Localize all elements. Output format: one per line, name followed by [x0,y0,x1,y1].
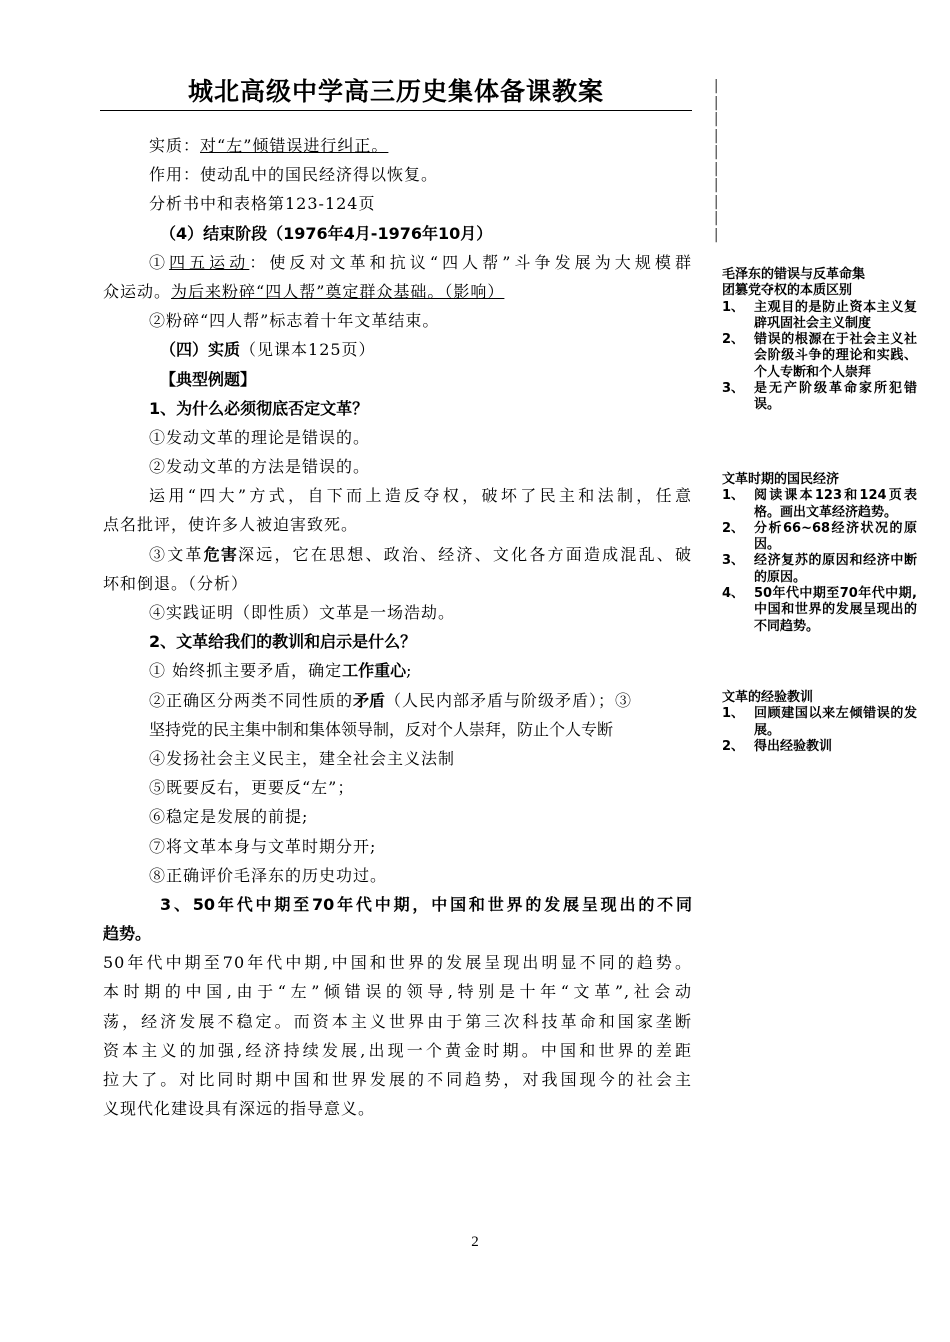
margin-divider: | | | | | | | | | | [712,78,721,243]
essence-heading: （四）实质 [160,340,241,360]
lesson-4: ④发扬社会主义民主，建全社会主义法制 [149,748,456,768]
item-number: 1、 [722,488,745,504]
lesson-2 [103,686,692,715]
lesson-1-end: ; [406,661,413,681]
list-item [722,739,917,755]
paragraph-line: 50年代中期至70年代中期,中国和世界的发展呈现出明显不同的趋势。 [103,953,692,973]
side-note-title: 文革的经验教训 [722,690,814,705]
answer-1-1: ①发动文革的理论是错误的。 [149,427,371,447]
title-rule [100,110,692,111]
question-3a: 3、50年代中期至70年代中期，中国和世界的发展呈现出的不同 [160,894,692,914]
item-number: 2、 [722,332,745,348]
item-marker: ① [149,252,170,272]
item-text: 是无产阶级革命家所犯错误。 [754,381,917,413]
heading-examples: 【典型例题】 [160,369,257,389]
heading-essence [103,335,692,364]
list-item [722,521,917,554]
april-fifth-text: ：使反对文革和抗议“四人帮”斗争发展为大规模群 [249,252,692,272]
item-text: 分析66~68经济状况的原因。 [754,520,917,553]
answer-1-3b: 点名批评，使许多人被迫害致死。 [103,515,359,535]
list-item [722,332,917,381]
lesson-2-keyword: 矛盾 [353,690,386,710]
lesson-2-end: （人民内部矛盾与阶级矛盾）；③ [385,690,633,710]
essence-text: 对“左”倾错误进行纠正。 [200,136,389,155]
side-note-economy [722,472,917,635]
line-smash-gang: ②粉碎“四人帮”标志着十年文革结束。 [149,311,440,331]
item-number: 3、 [722,381,745,397]
item-number: 1、 [722,706,745,722]
side-note-title: 团篡党夺权的本质区别 [722,283,853,299]
paragraph-line: 义现代化建设具有深远的指导意义。 [103,1099,376,1119]
side-note-essence [722,267,917,414]
answer-1-2: ②发动文革的方法是错误的。 [149,457,371,477]
answer-1-4a [103,540,692,569]
list-item [722,488,917,521]
answer-1-3a: 运用“四大”方式，自下而上造反夺权，破坏了民主和法制，任意 [149,486,692,506]
paragraph-line: 本时期的中国,由于“左”倾错误的领导,特别是十年“文革”,社会动 [103,982,692,1002]
lesson-1-text: ① 始终抓主要矛盾，确定 [149,661,343,681]
item-text: 主观目的是防止资本主义复辟巩固社会主义制度 [754,299,917,331]
lesson-1-keyword: 工作重心 [342,661,407,681]
lesson-6: ⑥稳定是发展的前提; [149,807,309,827]
item-number: 2、 [722,738,745,754]
line-april-fifth-2 [103,277,692,306]
side-note-title: 毛泽东的错误与反革命集 [722,267,866,282]
side-note-lessons [722,690,917,755]
item-text: 回顾建国以来左倾错误的发展。 [754,706,917,738]
line-april-fifth-1 [103,248,692,277]
question-1: 1、为什么必须彻底否定文革？ [149,398,369,418]
list-item [722,300,917,333]
lesson-7: ⑦将文革本身与文革时期分开; [149,836,377,856]
item-text: 经济复苏的原因和经济中断的原因。 [754,553,917,585]
item-number: 4、 [722,586,745,602]
harm-text: 深远，它在思想、政治、经济、文化各方面造成混乱、破 [238,544,692,564]
item-text: 50年代中期至70年代中期,中国和世界的发展呈现出的不同趋势。 [754,586,917,634]
list-item [722,706,917,739]
question-3b: 趋势。 [103,924,152,944]
item-text: 得出经验教训 [754,738,833,754]
paragraph-line: 资本主义的加强,经济持续发展,出现一个黄金时期。中国和世界的差距 [103,1040,692,1060]
paragraph-line: 拉大了。对比同时期中国和世界发展的不同趋势，对我国现今的社会主 [103,1070,692,1090]
lesson-5: ⑤既要反右，更要反“左”； [149,778,355,798]
lesson-1 [103,656,692,685]
answer-3-paragraph [103,948,692,1123]
line-essence [103,131,692,160]
answer-1-5: ④实践证明（即性质）文革是一场浩劫。 [149,603,456,622]
lesson-8: ⑧正确评价毛泽东的历史功过。 [149,865,388,885]
side-note-title: 文革时期的国民经济 [722,472,840,487]
list-item [722,381,917,414]
item-text: 错误的根源在于社会主义社会阶级斗争的理论和实践、个人专断和个人崇拜 [754,332,917,380]
influence-text: 为后来粉碎“四人帮”奠定群众基础。（影响） [171,281,505,301]
page-title: 城北高级中学高三历史集体备课教案 [187,77,604,106]
harm-keyword: 危害 [203,544,239,564]
april-fifth-movement: 四五运动 [169,252,250,272]
essence-ref: （见课本125页） [240,340,376,360]
page-number: 2 [471,1234,479,1250]
paragraph-line: 荡，经济发展不稳定。而资本主义世界由于第三次科技革命和国家垄断 [103,1011,692,1031]
answer-1-4b: 坏和倒退。（分析） [103,573,249,593]
essence-label: 实质： [149,136,201,155]
item-number: 1、 [722,299,745,315]
item-number: 3、 [722,553,745,569]
mass-movement-text: 众运动。 [103,281,172,301]
harm-prefix: ③文革 [149,544,204,564]
question-2: 2、文革给我们的教训和启示是什么？ [149,632,417,652]
main-content [103,131,692,1123]
line-analysis: 分析书中和表格第123-124页 [149,194,376,214]
line-effect: 作用：使动乱中的国民经济得以恢复。 [149,165,439,185]
heading-end-stage: （4）结束阶段（1976年4月-1976年10月） [160,223,493,243]
lesson-2-text: ②正确区分两类不同性质的 [149,690,354,710]
item-number: 2、 [722,520,745,536]
lesson-3: 坚持党的民主集中制和集体领导制，反对个人崇拜，防止个人专断 [149,719,614,739]
list-item [722,553,917,586]
list-item [722,586,917,635]
item-text: 阅读课本123和124页表格。画出文革经济趋势。 [754,488,917,520]
